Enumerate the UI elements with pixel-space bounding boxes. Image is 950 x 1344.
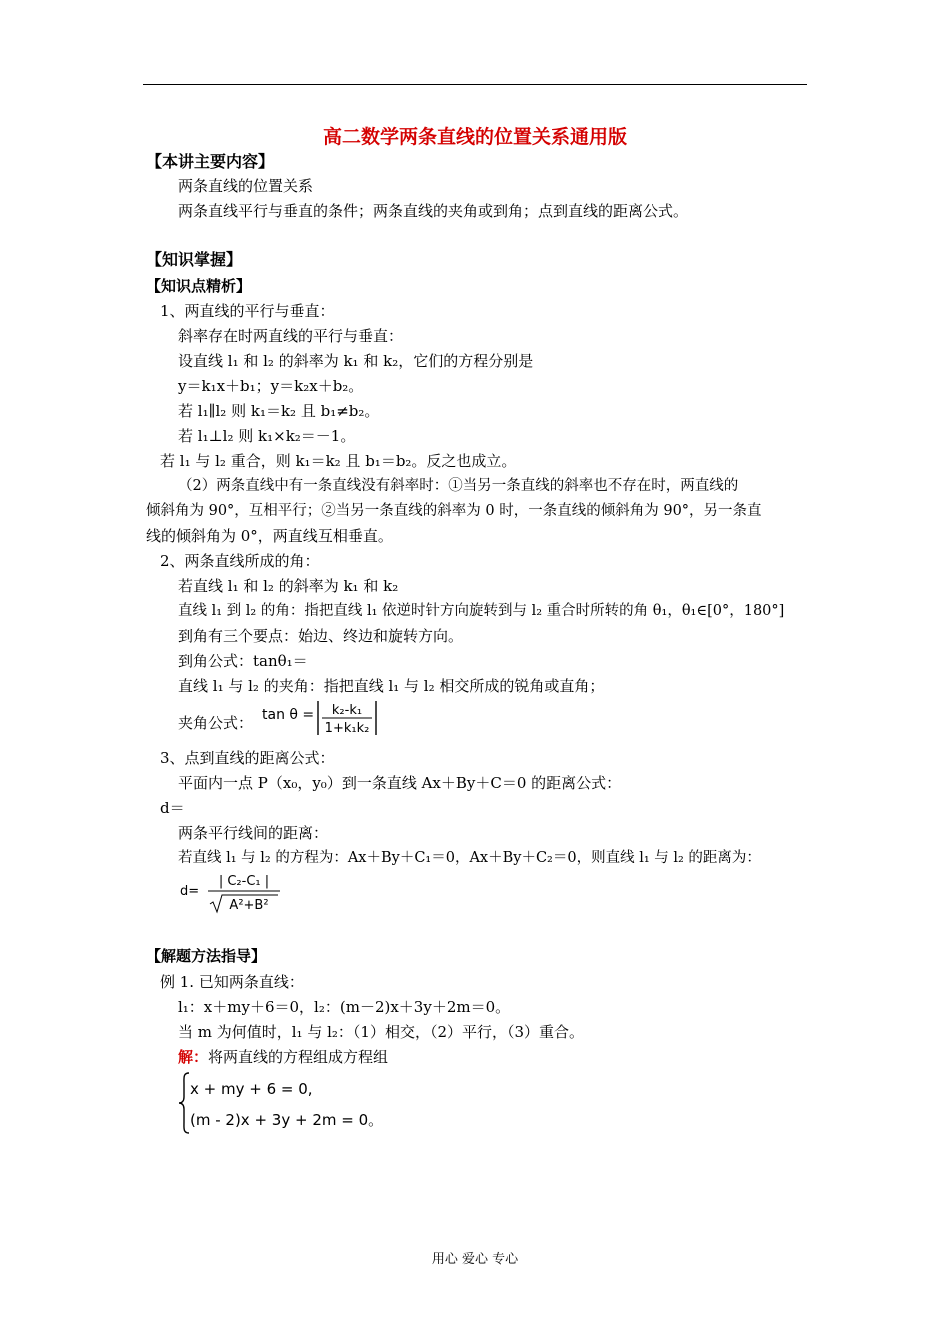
angle-formula (258, 697, 382, 739)
solution-label: 解： (178, 1048, 209, 1066)
solution-line (178, 1047, 388, 1067)
point-2-line-4: 到角公式：tanθ₁＝ (178, 652, 308, 670)
point-1-line-9: 线的倾斜角为 0°，两直线互相垂直。 (146, 527, 393, 545)
point-1-line-4: 若 l₁∥l₂ 则 k₁＝k₂ 且 b₁≠b₂。 (178, 402, 380, 420)
point-1-title: 1、两直线的平行与垂直： (160, 302, 335, 320)
point-3-line-3: 两条平行线间的距离： (178, 824, 329, 842)
example-title: 例 1. 已知两条直线： (160, 973, 304, 991)
point-1-line-2: 设直线 l₁ 和 l₂ 的斜率为 k₁ 和 k₂，它们的方程分别是 (178, 352, 534, 370)
point-2-line-6: 夹角公式： (178, 714, 254, 732)
point-1-line-6: 若 l₁ 与 l₂ 重合，则 k₁＝k₂ 且 b₁＝b₂。反之也成立。 (160, 452, 517, 470)
subheading-knowledge-analysis: 【知识点精析】 (146, 277, 252, 295)
solution-text: 将两直线的方程组成方程组 (208, 1048, 389, 1066)
point-3-line-1: 平面内一点 P（x₀，y₀）到一条直线 Ax＋By＋C＝0 的距离公式： (178, 774, 622, 792)
point-3-line-2: d＝ (160, 799, 185, 817)
section-heading-method: 【解题方法指导】 (146, 947, 267, 965)
example-line-2: 当 m 为何值时，l₁ 与 l₂：（1）相交，（2）平行，（3）重合。 (178, 1023, 585, 1041)
equation-system (178, 1070, 388, 1136)
point-2-line-5: 直线 l₁ 与 l₂ 的夹角：指把直线 l₁ 与 l₂ 相交所成的锐角或直角； (178, 677, 605, 695)
point-3-title: 3、点到直线的距离公式： (160, 749, 335, 767)
point-2-line-3: 到角有三个要点：始边、终边和旋转方向。 (178, 627, 464, 645)
point-1-line-5: 若 l₁⊥l₂ 则 k₁×k₂＝－1。 (178, 427, 356, 445)
angle-formula-lhs: tan θ = (262, 707, 315, 723)
page-title: 高二数学两条直线的位置关系通用版 (322, 126, 627, 148)
example-line-1: l₁：x＋my＋6＝0，l₂：(m－2)x＋3y＋2m＝0。 (178, 998, 511, 1016)
point-3-line-4: 若直线 l₁ 与 l₂ 的方程为：Ax＋By＋C₁＝0，Ax＋By＋C₂＝0，则直线 l₁ 与 l₂ 的距离为： (178, 850, 761, 866)
distance-formula-denominator: A²+B² (229, 898, 269, 913)
point-1-line-7: （2）两条直线中有一条直线没有斜率时：①当另一条直线的斜率也不存在时，两直线的 (178, 478, 739, 494)
content-line-1: 两条直线的位置关系 (178, 177, 314, 195)
point-2-line-1: 若直线 l₁ 和 l₂ 的斜率为 k₁ 和 k₂ (178, 577, 399, 595)
section-heading-main-content: 【本讲主要内容】 (146, 152, 275, 171)
point-2-title: 2、两条直线所成的角： (160, 552, 320, 570)
distance-formula-numerator: | C₂-C₁ | (218, 874, 270, 889)
distance-formula-lhs: d= (180, 884, 200, 899)
content-line-2: 两条直线平行与垂直的条件；两条直线的夹角或到角；点到直线的距离公式。 (178, 202, 689, 220)
point-2-line-2: 直线 l₁ 到 l₂ 的角：指把直线 l₁ 依逆时针方向旋转到与 l₂ 重合时所转的角 θ₁，θ₁∈[0°，180°] (178, 603, 785, 619)
equation-1: x + my + 6 = 0, (190, 1080, 313, 1098)
equation-2: (m - 2)x + 3y + 2m = 0。 (190, 1111, 384, 1129)
point-1-line-8: 倾斜角为 90°，互相平行；②当另一条直线的斜率为 0 时，一条直线的倾斜角为 90°，另一条直 (146, 503, 762, 519)
section-heading-knowledge: 【知识掌握】 (146, 250, 243, 269)
point-1-line-3: y＝k₁x＋b₁；y＝k₂x＋b₂。 (178, 377, 364, 395)
angle-formula-numerator: k₂-k₁ (331, 703, 363, 718)
page-footer: 用心 爱心 专心 (431, 1252, 519, 1267)
top-rule (143, 84, 807, 85)
angle-formula-denominator: 1+k₁k₂ (324, 721, 370, 736)
distance-formula (178, 868, 284, 916)
point-1-line-1: 斜率存在时两直线的平行与垂直： (178, 327, 404, 345)
